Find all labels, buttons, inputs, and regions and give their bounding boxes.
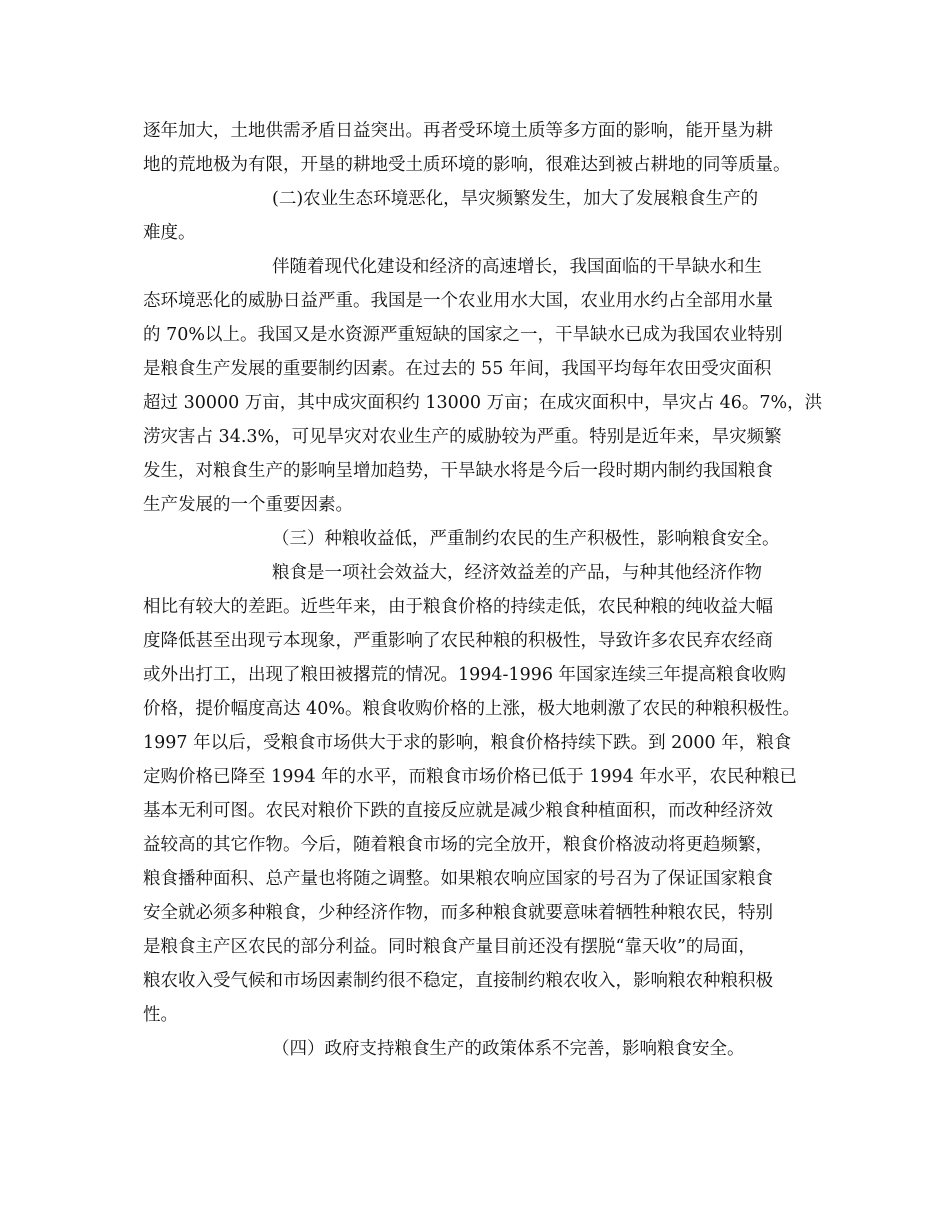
text-line: 安全就必须多种粮食，少种经济作物，而多种粮食就要意味着牺牲种粮农民，特别	[143, 903, 773, 923]
text-line: 超过 30000 万亩，其中成灾面积约 13000 万亩；在成灾面积中，旱灾占 46。7%，洪	[143, 393, 823, 413]
text-line: 地的荒地极为有限，开垦的耕地受土质环境的影响，很难达到被占耕地的同等质量。	[143, 155, 791, 175]
text-line: 涝灾害占 34.3%，可见旱灾对农业生产的威胁较为严重。特别是近年来，旱灾频繁	[143, 427, 782, 447]
text-line: 发生，对粮食生产的影响呈增加趋势，干旱缺水将是今后一段时期内制约我国粮食	[143, 461, 773, 481]
text-line: 是粮食生产发展的重要制约因素。在过去的 55 年间，我国平均每年农田受灾面积	[143, 359, 772, 379]
section-heading-2: (二)农业生态环境恶化，旱灾频繁发生，加大了发展粮食生产的	[272, 189, 759, 209]
text-line: 是粮食主产区农民的部分利益。同时粮食产量目前还没有摆脱“靠天收”的局面，	[143, 937, 756, 957]
text-line: 逐年加大，土地供需矛盾日益突出。再者受环境土质等多方面的影响，能开垦为耕	[143, 121, 773, 141]
text-line: 益较高的其它作物。今后，随着粮食市场的完全放开，粮食价格波动将更趋频繁，	[143, 835, 773, 855]
paragraph-first-line: 伴随着现代化建设和经济的高速增长，我国面临的干旱缺水和生	[272, 257, 762, 277]
paragraph-first-line: 粮食是一项社会效益大，经济效益差的产品，与种其他经济作物	[272, 563, 762, 583]
text-line: 或外出打工，出现了粮田被撂荒的情况。1994-1996 年国家连续三年提高粮食收购	[143, 665, 787, 685]
text-line: 定购价格已降至 1994 年的水平，而粮食市场价格已低于 1994 年水平，农民种粮已	[143, 767, 797, 787]
text-line: 1997 年以后，受粮食市场供大于求的影响，粮食价格持续下跌。到 2000 年，粮食	[143, 733, 792, 753]
text-line: 性。	[143, 1005, 178, 1025]
text-line: 难度。	[143, 223, 196, 243]
text-line: 的 70%以上。我国又是水资源严重短缺的国家之一，干旱缺水已成为我国农业特别	[143, 325, 783, 345]
text-line: 价格，提价幅度高达 40%。粮食收购价格的上涨，极大地刺激了农民的种粮积极性。	[143, 699, 800, 719]
section-heading-3: （三）种粮收益低，严重制约农民的生产积极性，影响粮食安全。	[272, 529, 780, 549]
section-heading-4: （四）政府支持粮食生产的政策体系不完善，影响粮食安全。	[272, 1039, 745, 1059]
text-line: 粮农收入受气候和市场因素制约很不稳定，直接制约粮农收入，影响粮农种粮积极	[143, 971, 773, 991]
text-line: 粮食播种面积、总产量也将随之调整。如果粮农响应国家的号召为了保证国家粮食	[143, 869, 773, 889]
text-line: 基本无利可图。农民对粮价下跌的直接反应就是减少粮食种植面积，而改种经济效	[143, 801, 773, 821]
text-line: 度降低甚至出现亏本现象，严重影响了农民种粮的积极性，导致许多农民弃农经商	[143, 631, 773, 651]
text-line: 相比有较大的差距。近些年来，由于粮食价格的持续走低，农民种粮的纯收益大幅	[143, 597, 773, 617]
text-line: 态环境恶化的威胁日益严重。我国是一个农业用水大国，农业用水约占全部用水量	[143, 291, 773, 311]
text-line: 生产发展的一个重要因素。	[143, 495, 353, 515]
